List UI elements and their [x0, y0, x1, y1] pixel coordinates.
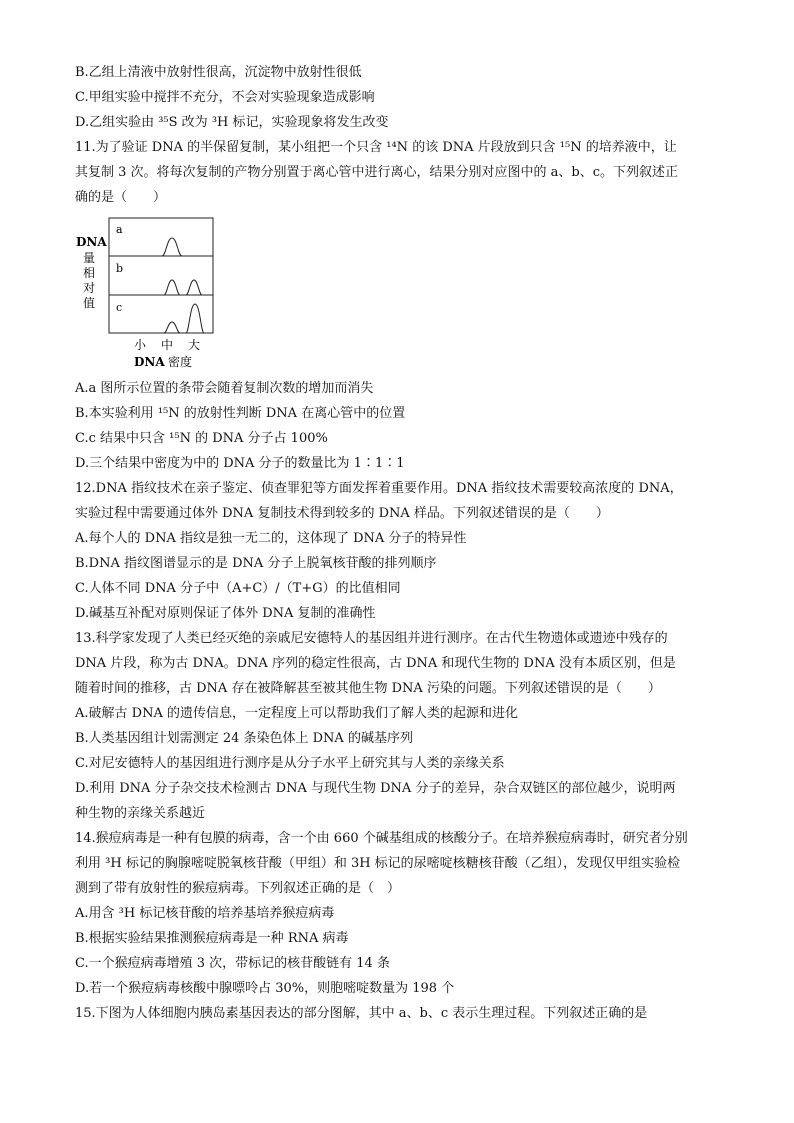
y-label-dna: DNA: [76, 235, 107, 249]
band-peak-a-middle: [126, 238, 213, 256]
panel-label-c: c: [116, 301, 123, 314]
question-text: 测到了带有放射性的猴痘病毒。下列叙述正确的是（ ）: [75, 881, 401, 896]
question-text: 利用 ³H 标记的胸腺嘧啶脱氧核苷酸（甲组）和 3H 标记的尿嘧啶核糖核苷酸（乙组），发现仅甲组实验检: [75, 856, 681, 871]
x-label-dna: DNA: [134, 355, 165, 369]
option-line: B.本实验利用 ¹⁵N 的放射性判断 DNA 在离心管中的位置: [75, 406, 406, 421]
option-line: D.三个结果中密度为中的 DNA 分子的数量比为 1∶1∶1: [75, 456, 405, 471]
option-line: C.c 结果中只含 ¹⁵N 的 DNA 分子占 100%: [75, 431, 328, 446]
option-line: D.乙组实验由 ³⁵S 改为 ³H 标记，实验现象将发生改变: [75, 115, 389, 130]
question-text: 11.为了验证 DNA 的半保留复制，某小组把一个只含 ¹⁴N 的该 DNA 片段放到只含 ¹⁵N 的培养液中，让: [75, 140, 677, 155]
y-label-char: 对: [83, 281, 96, 295]
x-tick-large: 大: [188, 338, 201, 352]
option-line: B.乙组上清液中放射性很高，沉淀物中放射性很低: [75, 65, 362, 80]
question-text: 15.下图为人体细胞内胰岛素基因表达的部分图解，其中 a、b、c 表示生理过程。下列叙述正确的是: [75, 1006, 648, 1021]
question-text: 13.科学家发现了人类已经灭绝的亲戚尼安德特人的基因组并进行测序。在古代生物遗体或遗迹中残存的: [75, 631, 668, 646]
option-line: 种生物的亲缘关系越近: [75, 806, 206, 821]
option-line: C.甲组实验中搅拌不充分，不会对实验现象造成影响: [75, 90, 375, 105]
x-tick-small: 小: [134, 338, 147, 352]
panel-label-b: b: [116, 262, 124, 275]
option-line: B.根据实验结果推测猴痘病毒是一种 RNA 病毒: [75, 931, 349, 946]
question-text: 实验过程中需要通过体外 DNA 复制技术得到较多的 DNA 样品。下列叙述错误的是（ ）: [75, 506, 609, 521]
y-label-char: 量: [83, 251, 96, 265]
question-text: DNA 片段，称为古 DNA。DNA 序列的稳定性很高，古 DNA 和现代生物的 DNA 没有本质区别，但是: [75, 656, 676, 671]
option-line: D.利用 DNA 分子杂交技术检测古 DNA 与现代生物 DNA 分子的差异，杂合双链区的部位越少，说明两: [75, 781, 676, 796]
question-text: 其复制 3 次。将每次复制的产物分别置于离心管中进行离心，结果分别对应图中的 a、b、c。下列叙述正: [75, 165, 679, 180]
figure-frame: [109, 218, 213, 333]
panel-label-a: a: [116, 223, 123, 236]
question-text: 确的是（ ）: [75, 190, 167, 205]
y-label-char: 相: [83, 266, 96, 280]
option-line: A.用含 ³H 标记核苷酸的培养基培养猴痘病毒: [75, 906, 335, 921]
option-line: D.碱基互补配对原则保证了体外 DNA 复制的准确性: [75, 606, 376, 621]
option-line: A.a 图所示位置的条带会随着复制次数的增加而消失: [75, 381, 374, 396]
option-line: A.破解古 DNA 的遗传信息，一定程度上可以帮助我们了解人类的起源和进化: [75, 706, 518, 721]
option-line: C.一个猴痘病毒增殖 3 次，带标记的核苷酸链有 14 条: [75, 956, 390, 971]
question-text: 14.猴痘病毒是一种有包膜的病毒，含一个由 660 个碱基组成的核酸分子。在培养猴痘病毒时，研究者分别: [75, 831, 688, 846]
band-peaks-c: [126, 304, 213, 333]
y-label-char: 值: [83, 296, 96, 310]
question-text: 12.DNA 指纹技术在亲子鉴定、侦查罪犯等方面发挥着重要作用。DNA 指纹技术需要较高浓度的 DNA，: [75, 481, 683, 496]
option-line: C.对尼安德特人的基因组进行测序是从分子水平上研究其与人类的亲缘关系: [75, 756, 505, 771]
option-line: C.人体不同 DNA 分子中（A+C）/（T+G）的比值相同: [75, 581, 401, 596]
x-tick-middle: 中: [161, 338, 174, 352]
option-line: A.每个人的 DNA 指纹是独一无二的，这体现了 DNA 分子的特异性: [75, 531, 467, 546]
option-line: B.人类基因组计划需测定 24 条染色体上 DNA 的碱基序列: [75, 731, 413, 746]
band-peaks-b: [126, 280, 213, 295]
x-label-density: 密度: [168, 355, 193, 369]
option-line: B.DNA 指纹图谱显示的是 DNA 分子上脱氧核苷酸的排列顺序: [75, 556, 437, 571]
question-text: 随着时间的推移，古 DNA 存在被降解甚至被其他生物 DNA 污染的问题。下列叙述错误的是（ ）: [75, 681, 661, 696]
option-line: D.若一个猴痘病毒核酸中腺嘌呤占 30%，则胞嘧啶数量为 198 个: [75, 981, 455, 996]
dna-density-figure: [74, 214, 224, 374]
